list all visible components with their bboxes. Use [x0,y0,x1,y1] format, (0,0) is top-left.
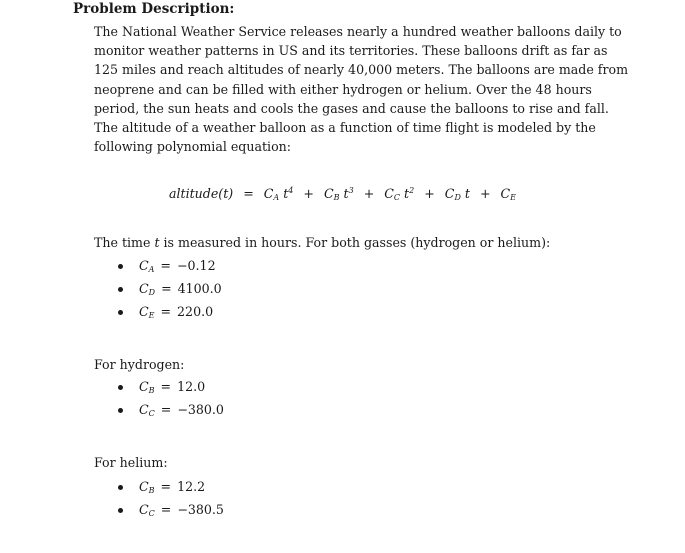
list-item: $C_B = 12.2$ [118,477,224,500]
term-a: $C_A$ $t^4$ [263,186,294,202]
plus-sign: + [479,186,491,201]
hydrogen-label: For hydrogen: [94,357,185,372]
list-item: $C_C = -380.0$ [118,400,224,423]
time-note: The time t is measured in hours. For both gasses (hydrogen or helium): [94,235,551,250]
list-item: $C_D = 4100.0$ [118,279,222,302]
term-d: $C_D$ t [444,186,470,202]
hydrogen-coefficients-list [118,377,224,423]
bullet-icon [118,508,123,513]
bullet-icon [118,287,123,292]
equation-lhs: altitude(t) [168,186,234,201]
helium-label: For helium: [94,455,168,470]
bullet-icon [118,385,123,390]
altitude-equation [0,181,685,208]
list-item: $C_A = -0.12$ [118,256,222,279]
plus-sign: + [363,186,375,201]
bullet-icon [118,408,123,413]
bullet-icon [118,485,123,490]
list-item: $C_C = -380.5$ [118,500,224,523]
term-c: $C_C$ $t^2$ [384,186,415,202]
equation-equals: = [243,186,254,201]
bullet-icon [118,310,123,315]
helium-coefficients-list [118,477,224,523]
plus-sign: + [424,186,435,201]
bullet-icon [118,264,123,269]
list-item: $C_E = 220.0$ [118,302,222,325]
list-item: $C_B = 12.0$ [118,377,224,400]
problem-paragraph: The National Weather Service releases nearly a hundred weather balloons daily to monitor weather patterns in US and its territories. These balloons drift as far as 125 miles and reach altitudes of nearly 40,000 meters. The balloons are made from neoprene and can be filled with either hydrogen or helium. Over the 48 hours period, the sun heats and cools the gases and cause the balloons to rise and fall. The altitude of a weather balloon as a function of time flight is modeled by the following polynomial equation: [94,24,629,155]
plus-sign: + [303,186,314,201]
problem-heading: Problem Description: [73,1,235,17]
common-coefficients-list [118,256,222,325]
term-b: $C_B$ $t^3$ [323,186,354,202]
term-e: $C_E$ [500,186,517,202]
